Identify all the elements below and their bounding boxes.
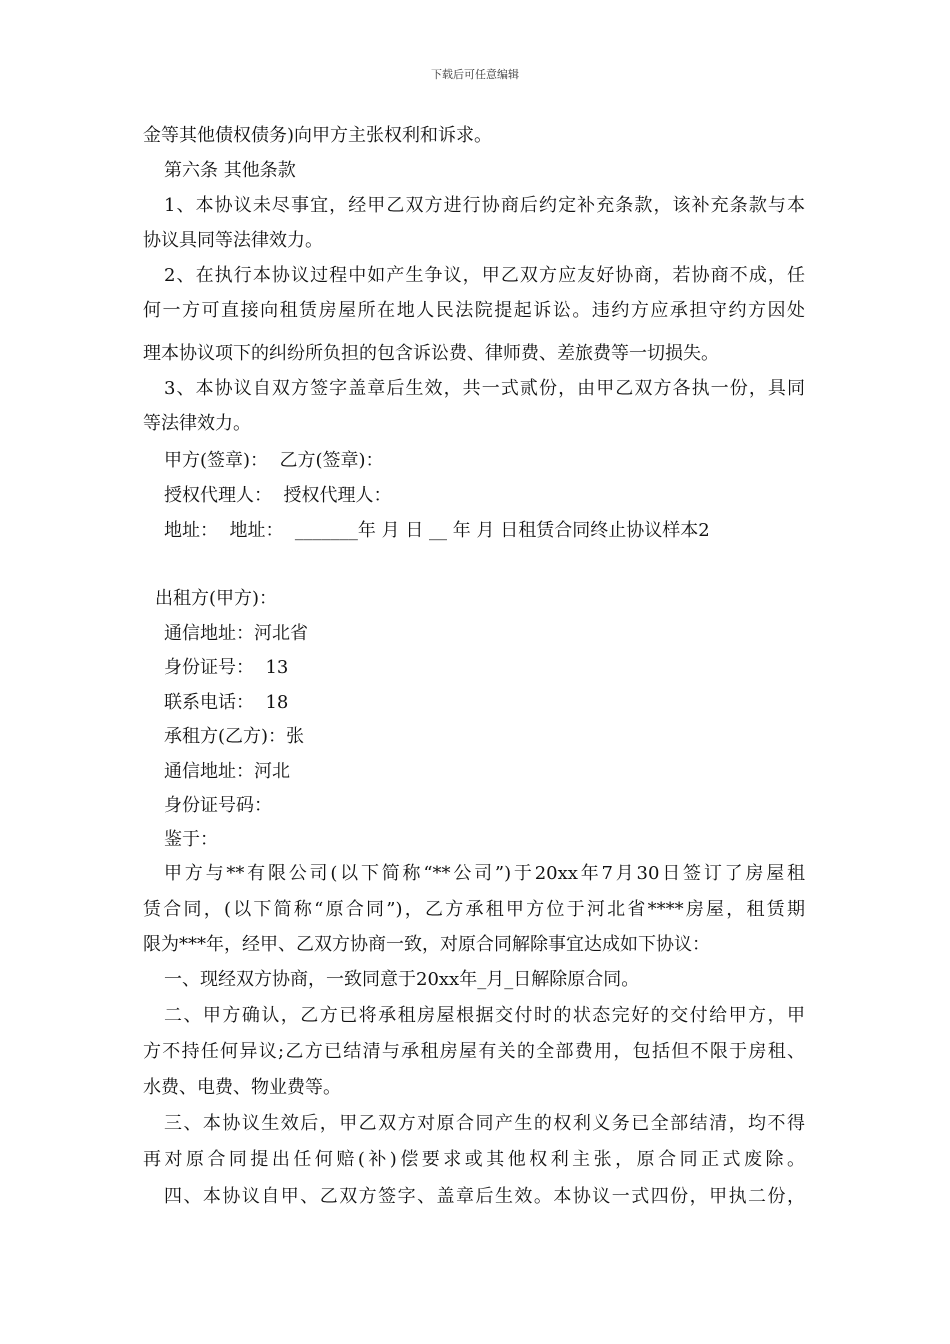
paragraph-line: 金等其他债权债务)向甲方主张权利和诉求。 xyxy=(143,125,493,146)
clause-four: 四、本协议自甲、乙双方签字、盖章后生效。本协议一式四份，甲执二份， xyxy=(164,1186,805,1207)
party-b-label: 承租方(乙方)：张 xyxy=(164,726,305,747)
paragraph-line: 理本协议项下的纠纷所负担的包含诉讼费、律师费、差旅费等一切损失。 xyxy=(143,343,719,364)
party-b-address: 通信地址：河北 xyxy=(164,761,290,782)
party-a-phone: 联系电话： 18 xyxy=(164,692,289,713)
paragraph-line: 再对原合同提出任何赔(补)偿要求或其他权利主张，原合同正式废除。 xyxy=(143,1149,805,1170)
paragraph-line: 何一方可直接向租赁房屋所在地人民法院提起诉讼。违约方应承担守约方因处 xyxy=(143,300,805,321)
paragraph-line: 1、本协议未尽事宜，经甲乙双方进行协商后约定补充条款，该补充条款与本 xyxy=(164,195,805,216)
signature-line: 甲方(签章)： 乙方(签章)： xyxy=(164,450,384,471)
party-a-id: 身份证号： 13 xyxy=(164,657,289,678)
clause-three: 三、本协议生效后，甲乙双方对原合同产生的权利义务已全部结清，均不得 xyxy=(164,1113,805,1134)
paragraph-line: 限为***年，经甲、乙双方协商一致，对原合同解除事宜达成如下协议： xyxy=(143,934,710,955)
paragraph-line: 3、本协议自双方签字盖章后生效，共一式贰份，由甲乙双方各执一份，具同 xyxy=(164,378,805,399)
paragraph-line: 方不持任何异议;乙方已结清与承租房屋有关的全部费用，包括但不限于房租、 xyxy=(143,1041,805,1062)
whereas-label: 鉴于： xyxy=(164,829,218,850)
address-line: 地址： 地址： _______年 月 日 __ 年 月 日租赁合同终止协议样本2 xyxy=(164,520,710,541)
paragraph-line: 甲方与**有限公司(以下简称“**公司”)于20xx年7月30日签订了房屋租 xyxy=(164,863,805,884)
section-heading: 第六条 其他条款 xyxy=(164,160,296,181)
party-b-id: 身份证号码： xyxy=(164,795,272,816)
paragraph-line: 等法律效力。 xyxy=(143,413,251,434)
page-header-note: 下载后可任意编辑 xyxy=(431,68,519,81)
paragraph-line: 赁合同，(以下简称“原合同”)，乙方承租甲方位于河北省****房屋，租赁期 xyxy=(143,899,805,920)
paragraph-line: 2、在执行本协议过程中如产生争议，甲乙双方应友好协商，若协商不成，任 xyxy=(164,265,805,286)
party-a-label: 出租方(甲方)： xyxy=(155,588,278,609)
agent-line: 授权代理人： 授权代理人： xyxy=(164,485,392,506)
party-a-address: 通信地址：河北省 xyxy=(164,623,308,644)
paragraph-line: 协议具同等法律效力。 xyxy=(143,230,323,251)
paragraph-line: 水费、电费、物业费等。 xyxy=(143,1077,341,1098)
clause-two: 二、甲方确认，乙方已将承租房屋根据交付时的状态完好的交付给甲方，甲 xyxy=(164,1005,805,1026)
clause-one: 一、现经双方协商，一致同意于20xx年_月_日解除原合同。 xyxy=(164,969,640,990)
